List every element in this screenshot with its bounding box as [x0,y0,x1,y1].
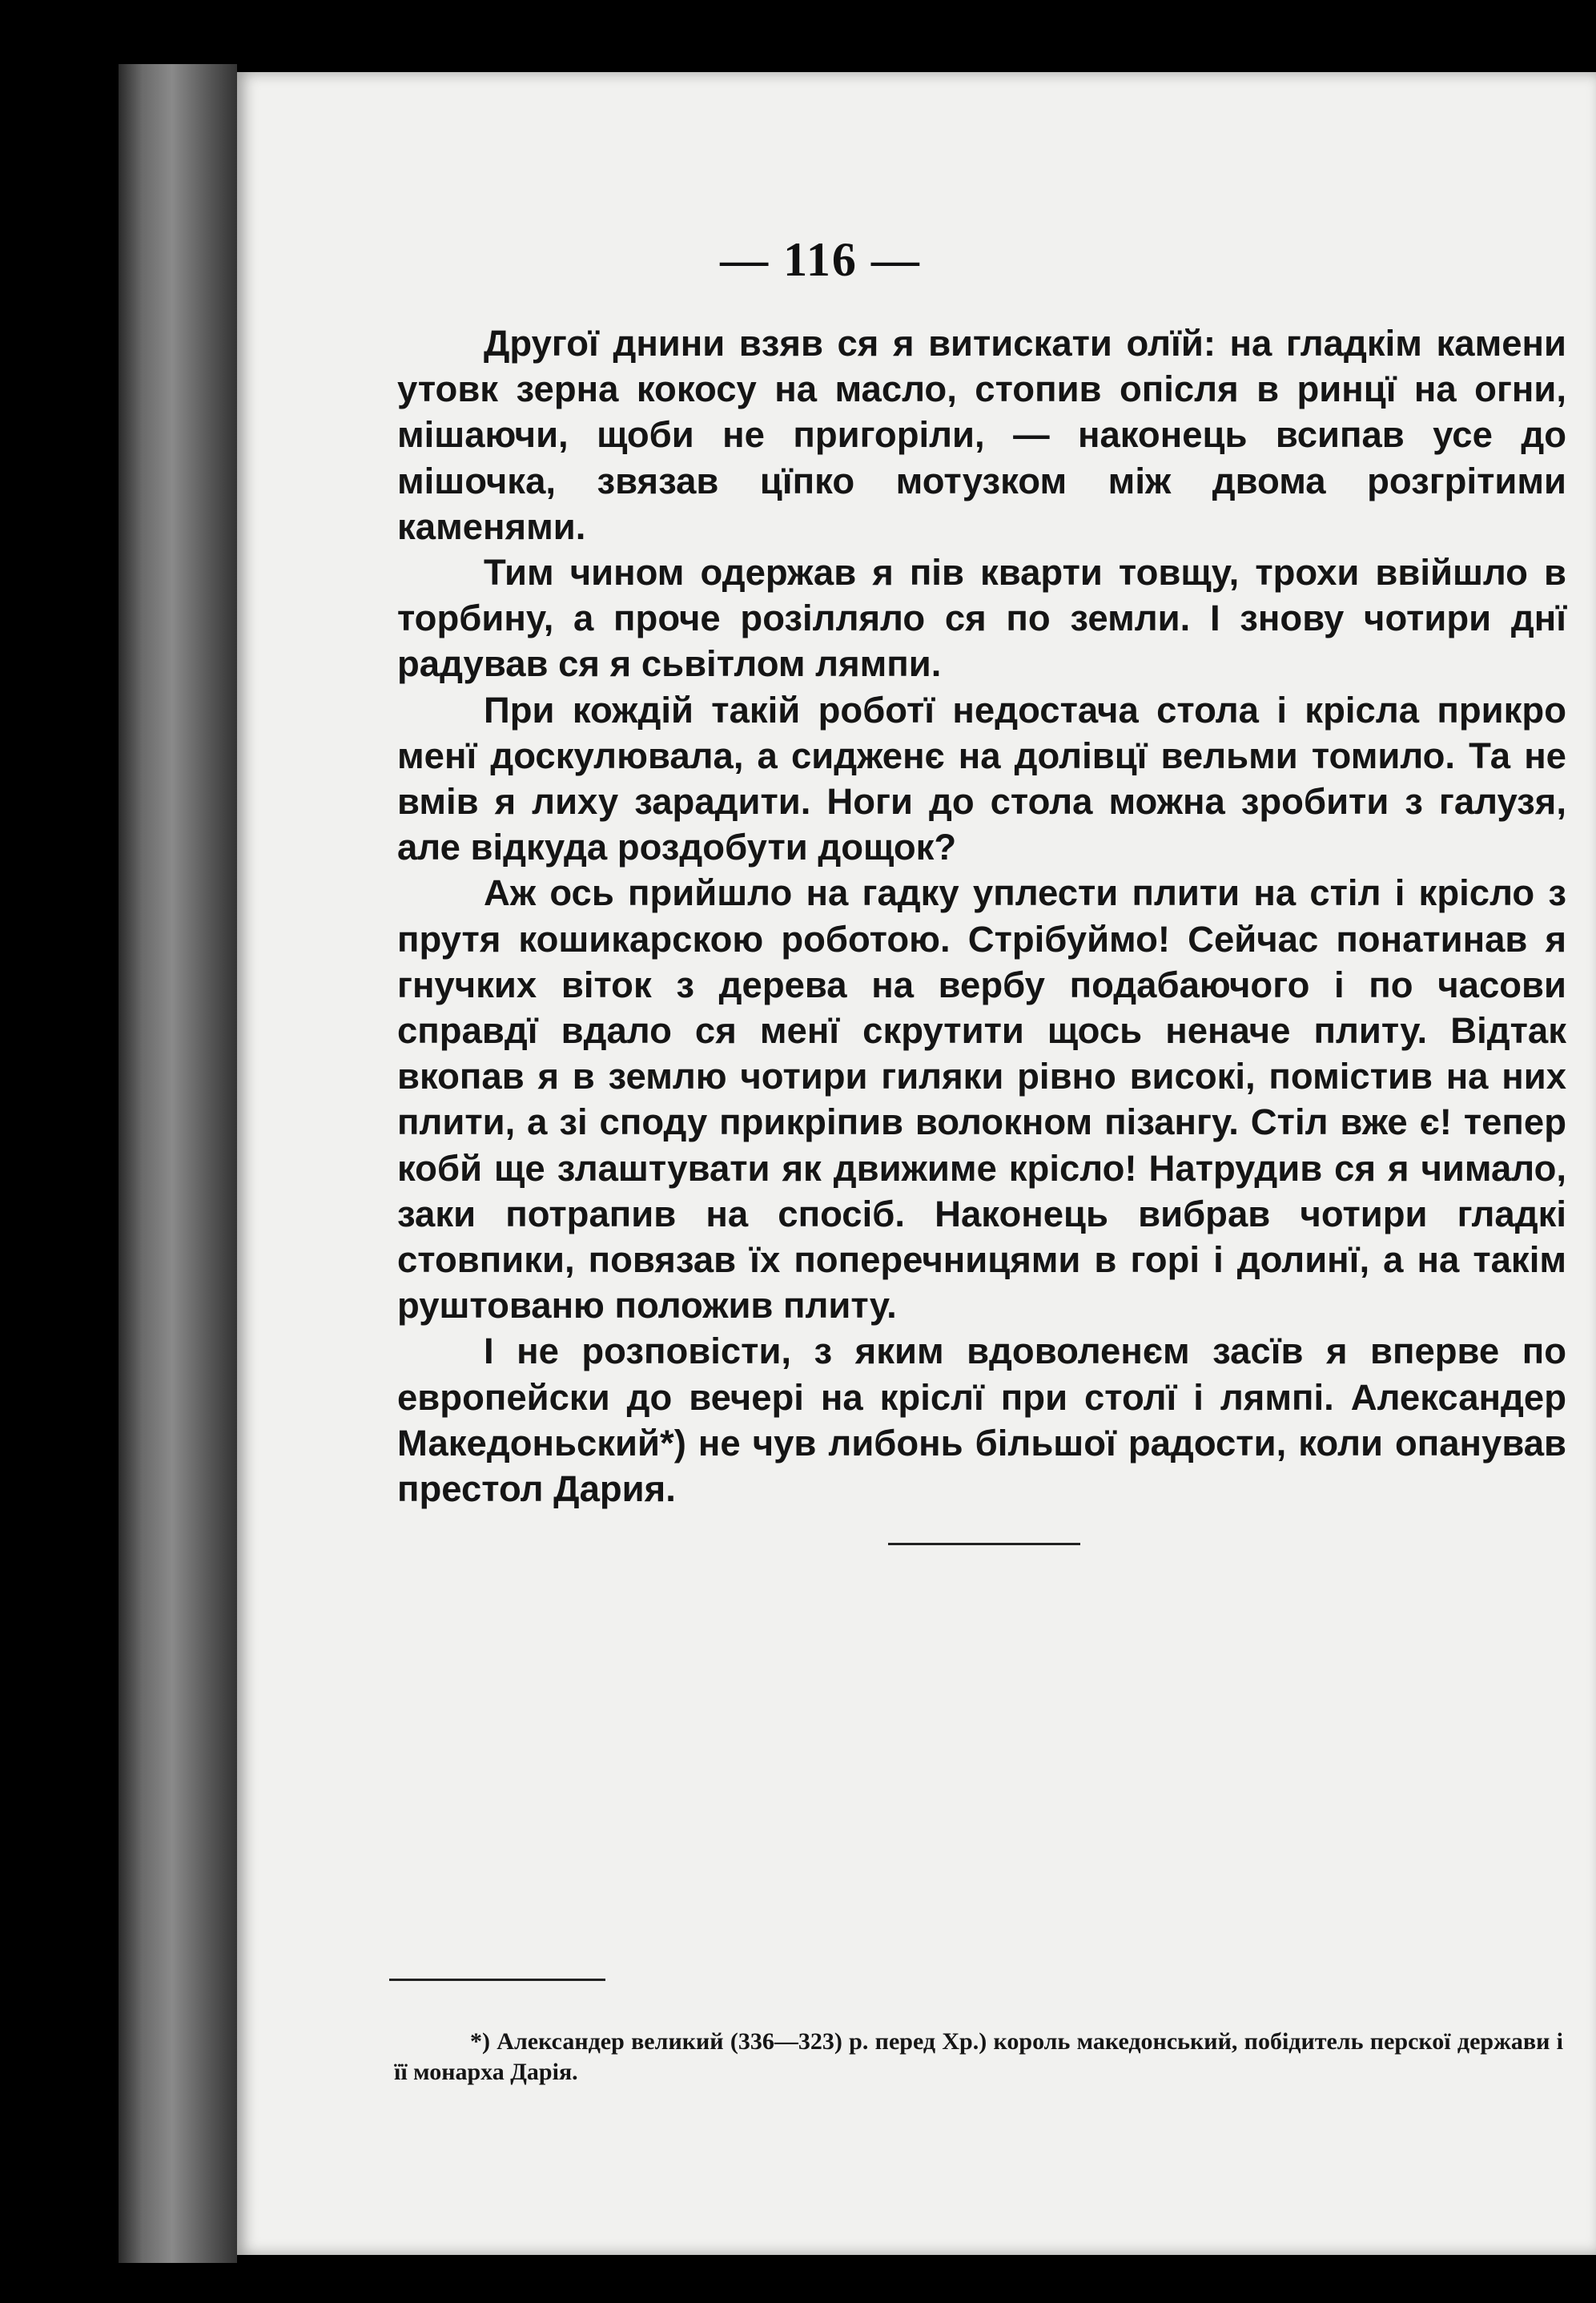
section-divider [888,1543,1080,1545]
page-number: — 116 — [720,233,921,286]
book-spine [119,64,237,2263]
footnote [394,2027,1563,2088]
footnote-divider [389,1979,605,1981]
book-page [237,72,1596,2255]
paragraph-5: І не розповісти, з яким вдоволенєм засїв я вперве по европейски до вечері на кріслї при столї і лямпі. Александер Македоньский*) не чув либонь більшої радости, коли опанував престол Дария. [397,1331,1566,1510]
main-text [397,320,1566,1512]
footnote-text: *) Александер великий (336—323) р. перед Хр.) король македонський, побідитель перскої держави і її монарха Дарія. [394,2028,1563,2085]
paragraph-2: Тим чином одержав я пів кварти товщу, трохи ввійшло в торбину, а проче розілляло ся по земли. І знову чотири днї радував ся я сьвітлом лямпи. [397,552,1566,685]
paragraph-4: Аж ось прийшло на гадку уплести плити на стіл і крісло з прутя кошикарскою роботою. Стрібуймо! Сейчас понатинав я гнучких віток з дерева на вербу подабаючого і по часови справдї вдало ся менї скрутити щось неначе плиту. Відтак вкопав я в землю чотири гиляки рівно високі, помістив на них плити, а зі споду прикріпив волокном пізангу. Стіл вже є! тепер кобй ще злаштувати як движиме крісло! Натрудив ся я чимало, заки потрапив на спосіб. Наконець вибрав чотири гладкі стовпики, повязав їх поперечницями в горі і долинї, а на такім руштованю положив плиту. [397,872,1566,1327]
paragraph-1: Другої днини взяв ся я витискати олїй: на гладкім камени утовк зерна кокосу на масло, стопив опісля в ринцї на огни, мішаючи, щоби не пригоріли, — наконець всипав усе до мішочка, звязав цїпко мотузком між двома розгрітими каменями. [397,323,1566,547]
paragraph-3: При кождій такій роботї недостача стола і крісла прикро менї доскулювала, а сидженє на долівцї вельми томило. Та не вмів я лиху зарадити. Ноги до стола можна зробити з галузя, але відкуда роздобути дощок? [397,689,1566,868]
